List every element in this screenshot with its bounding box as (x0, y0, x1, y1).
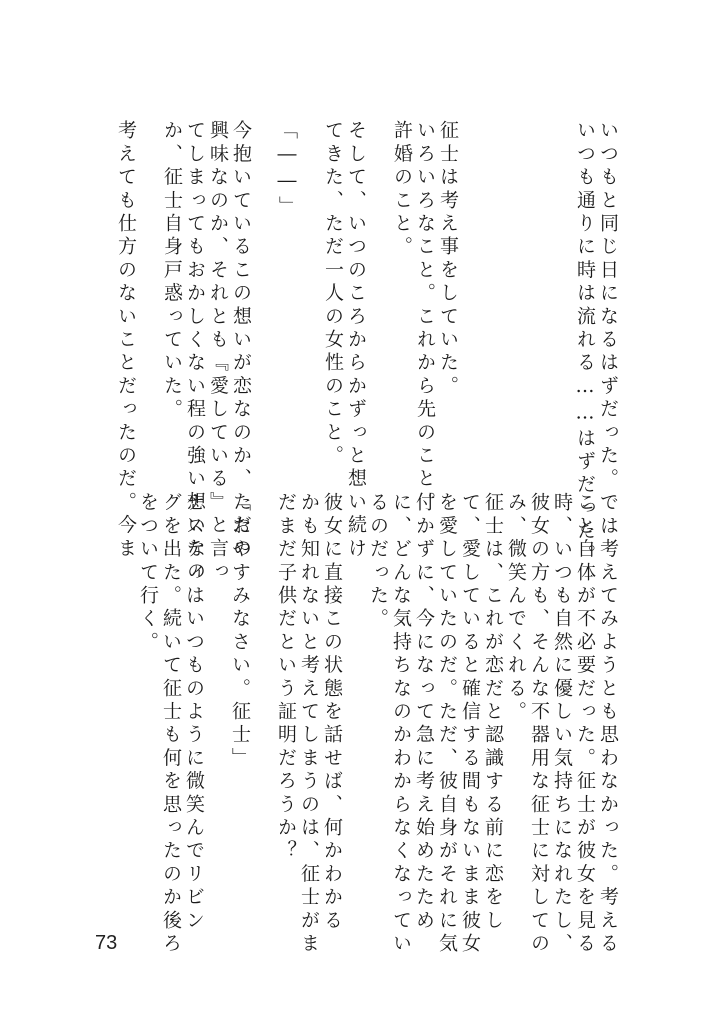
text-column: 許婚のこと。 (391, 120, 413, 260)
page-number: 73 (95, 932, 118, 954)
text-column: 時、いつも自然に優しい気持ちになれたし、 (551, 492, 573, 956)
text-column: いつもと同じ日になるはずだった。 (597, 120, 619, 492)
text-column: 征士は、これが恋だと認識する前に恋をし (482, 492, 504, 933)
text-column: だまだ子供だという証明だろうか？ (275, 492, 297, 864)
text-column: 「おやすみなさい。征士」 (229, 492, 251, 771)
text-column: 付かずに、今になって急に考え始めたため (413, 492, 435, 933)
text-column: 征士は考え事をしていた。 (437, 120, 459, 399)
text-column: に、どんな気持ちなのかわからなくなってい (390, 492, 412, 956)
text-column: 興味なのか、それとも『愛している』と言っ (207, 120, 229, 584)
text-column: こと自体が不必要だった。征士が彼女を見る (574, 492, 596, 956)
text-column: てきた、ただ一人の女性のこと。 (322, 120, 344, 468)
text-column: をついて行く。 (137, 492, 159, 655)
text-column: いろいろなこと。これから先のこと。 (414, 120, 436, 515)
text-column: 今抱いているこの想いが恋なのか、ただの (230, 120, 252, 561)
text-column: 彼女の方も、そんな不器用な征士に対しての (528, 492, 550, 956)
text-column: てしまってもおかしくない程の強い想いなの (184, 120, 206, 584)
text-column: いつも通りに時は流れる……はずだった。 (574, 120, 596, 567)
text-column: 「――」 (276, 120, 298, 219)
text-column: そして、いつのころからかずっと想い続け (345, 120, 367, 561)
text-column: を愛していたのだ。ただ、彼自身がそれに気 (436, 492, 458, 956)
text-column: 考えても仕方のないことだったのだ。今ま (115, 120, 137, 561)
text-column: み、微笑んでくれる。 (505, 492, 527, 724)
text-column: か、征士自身戸惑っていた。 (161, 120, 183, 422)
text-column: 彼女に直接この状態を話せば、何かわかる (321, 492, 343, 933)
text-column: て、愛していると確信する間もないまま彼女 (459, 492, 481, 956)
text-column: かも知れないと考えてしまうのは、征士がま (298, 492, 320, 956)
text-column: ナスティはいつものように微笑んでリビン (183, 492, 205, 933)
text-column: グを出た。続いて征士も何を思ったのか後ろ (160, 492, 182, 956)
text-column: るのだった。 (367, 492, 389, 632)
text-column: では考えてみようとも思わなかった。考える (597, 492, 619, 956)
